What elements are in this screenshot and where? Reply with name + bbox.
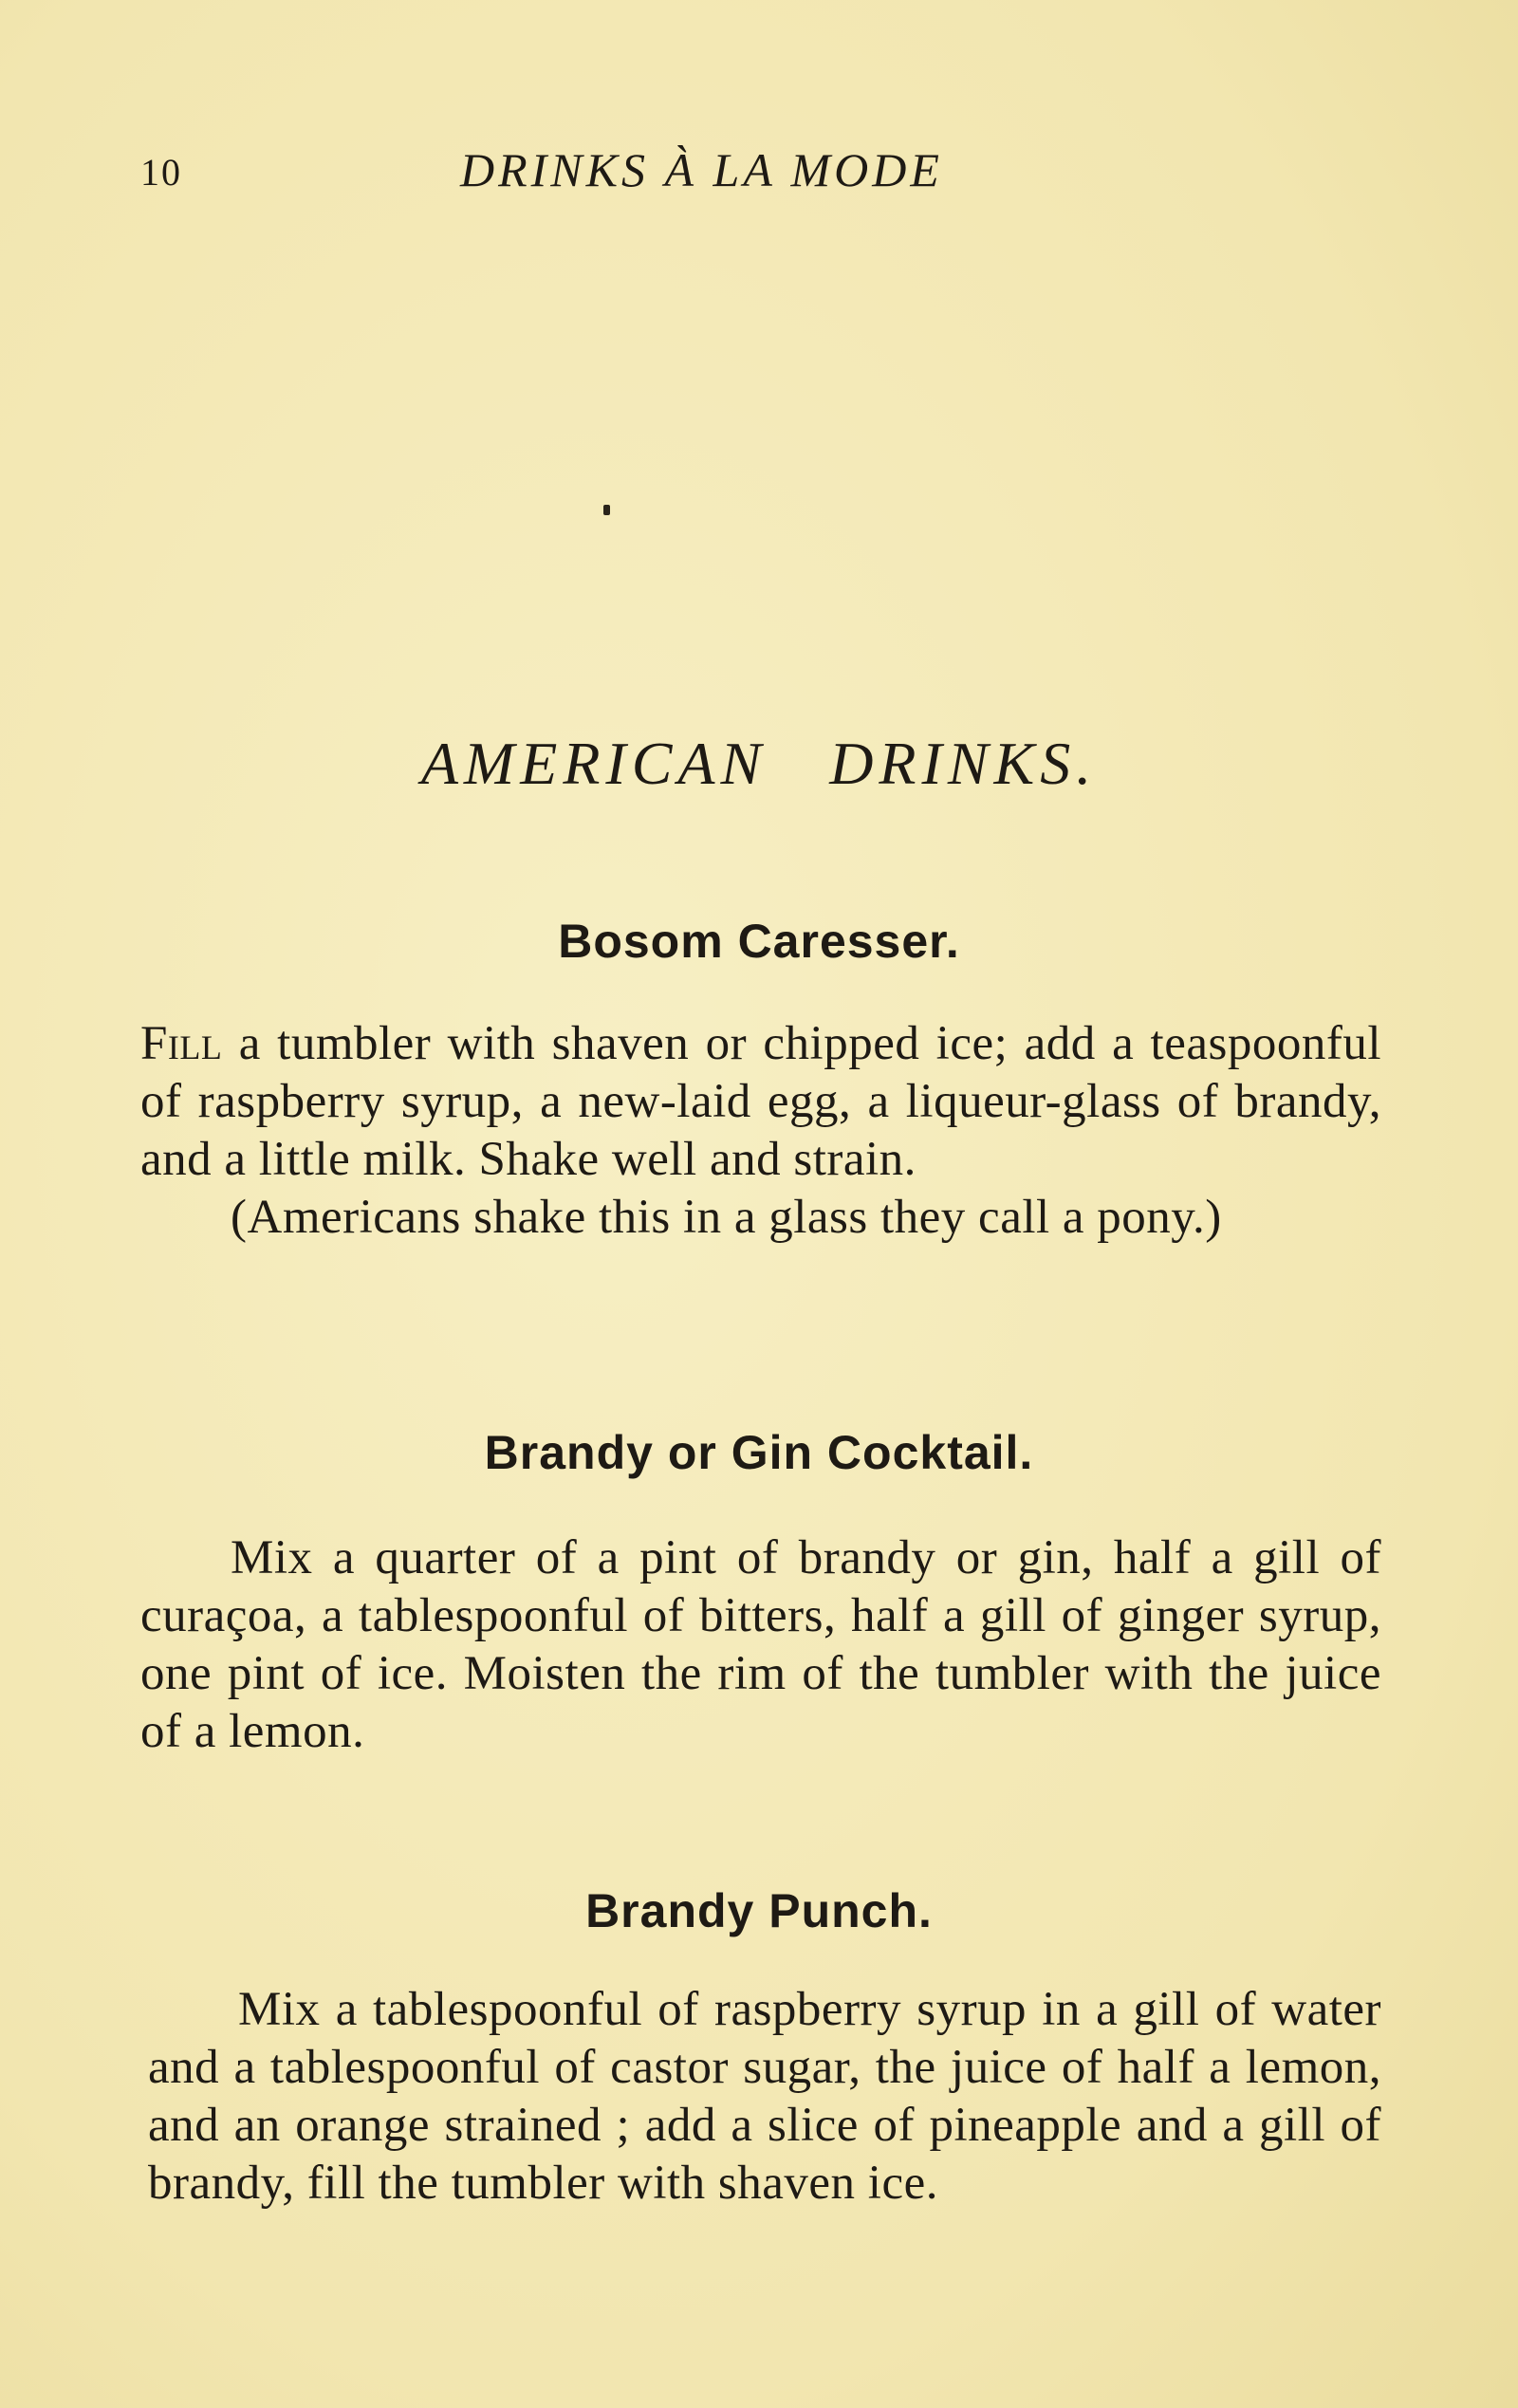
drop-word: Fill	[140, 1017, 223, 1070]
recipe-paragraph: (Americans shake this in a glass they call a pony.)	[231, 1191, 1222, 1244]
recipe-title-brandy-punch: Brandy Punch.	[585, 1884, 933, 1937]
ink-speck	[603, 505, 610, 515]
running-title: DRINKS À LA MODE	[460, 143, 943, 196]
running-head	[0, 142, 1518, 199]
recipe-paragraph: Mix a tablespoonful of raspberry syrup in a gill of water and a tablespoonful of castor sugar, the juice of half a lemon, and an orange strained ; add a slice of pineapple and a gill of brandy, fill the tumbler with shaven ice.	[148, 1983, 1381, 2210]
recipe-paragraph: Mix a quarter of a pint of brandy or gin, half a gill of curaçoa, a tablespoonful of bitters, half a gill of ginger syrup, one pint of ice. Moisten the rim of the tumbler with the juice of a lemon.	[140, 1531, 1381, 1758]
page-number: 10	[140, 151, 182, 194]
recipe-title-bosom-caresser: Bosom Caresser.	[558, 915, 960, 968]
recipe-body-bosom-caresser	[140, 1015, 1381, 1247]
recipe-text: a tumbler with shaven or chipped ice; add a teaspoonful of raspberry syrup, a new-laid egg, a liqueur-glass of brandy, and a little milk. Shake well and strain.	[140, 1017, 1382, 1186]
section-title: AMERICAN DRINKS.	[420, 730, 1098, 797]
recipe-title-brandy-or-gin-cocktail: Brandy or Gin Cocktail.	[484, 1426, 1034, 1479]
recipe-body-brandy-or-gin-cocktail	[140, 1529, 1381, 1761]
recipe-paragraph	[140, 1015, 1381, 1189]
recipe-body-brandy-punch	[148, 1981, 1381, 2213]
